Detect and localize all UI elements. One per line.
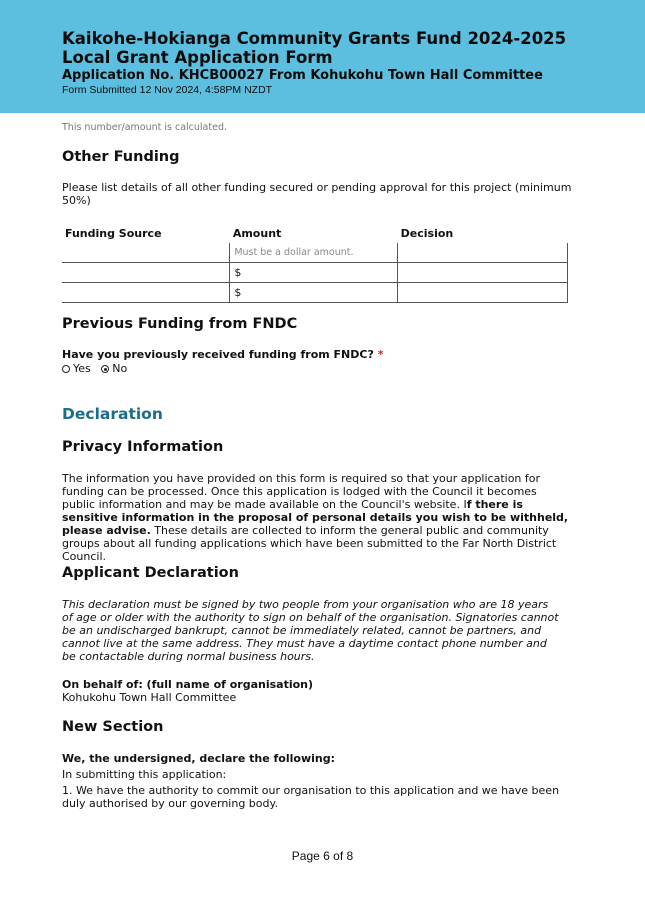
previous-funding-heading: Previous Funding from FNDC (62, 316, 298, 332)
amount-hint: Must be a dollar amount. (230, 243, 398, 263)
previous-funding-options (62, 362, 570, 375)
decision-cell[interactable] (398, 283, 568, 303)
calculated-note: This number/amount is calculated. (62, 122, 228, 133)
applicant-declaration-heading: Applicant Declaration (62, 565, 239, 581)
declare-intro: In submitting this application: (62, 768, 227, 781)
privacy-text-bold: f there is sensitive information in the proposal of personal details you wish to be withheld, please advise. (62, 498, 569, 537)
funding-table-header (62, 224, 568, 243)
form-header (0, 0, 645, 113)
funding-source-cell[interactable] (62, 283, 230, 303)
privacy-text (62, 472, 572, 563)
declare-label: We, the undersigned, declare the following: (62, 752, 335, 765)
column-header-funding-source: Funding Source (65, 226, 162, 240)
decision-cell[interactable] (398, 243, 568, 263)
funding-source-cell[interactable] (62, 263, 230, 283)
option-yes-label: Yes (73, 362, 91, 375)
form-title-line1: Kaikohe-Hokianga Community Grants Fund 2024-2025 (62, 29, 567, 48)
table-row (62, 283, 568, 303)
funding-hint-row (62, 243, 568, 263)
amount-cell[interactable]: $ (230, 283, 398, 303)
column-header-amount: Amount (232, 226, 282, 240)
funding-source-cell[interactable] (62, 243, 230, 263)
declaration-instructions: This declaration must be signed by two people from your organisation who are 18 years of age or older with the authority to sign on behalf of the organisation. Signatories cannot be an undischarged bankrupt, cannot be immediately related, cannot be partners, and cannot live at the same address. They must have a daytime contact phone number and be contactable during normal business hours. (62, 598, 559, 663)
option-yes[interactable] (62, 362, 91, 375)
organisation-label: On behalf of: (full name of organisation) (62, 678, 314, 691)
other-funding-heading: Other Funding (62, 149, 180, 165)
required-marker: * (377, 348, 384, 361)
form-title-line2: Local Grant Application Form (62, 48, 333, 67)
privacy-text-part2: These details are collected to inform the general public and community groups about all funding applications which have been submitted to the Far North District Council. (62, 524, 557, 563)
question-text: Have you previously received funding from FNDC? (62, 348, 374, 361)
declaration-item-1: 1. We have the authority to commit our organisation to this application and we have been duly authorised by our governing body. (62, 784, 560, 810)
submitted-timestamp: Form Submitted 12 Nov 2024, 4:58PM NZDT (62, 84, 273, 96)
other-funding-description: Please list details of all other funding secured or pending approval for this project (minimum 50%) (62, 181, 572, 207)
previous-funding-question (62, 348, 570, 361)
privacy-text-part1: The information you have provided on this form is required so that your application for funding can be processed. Once this application is lodged with the Council it becomes public information and may be made available on the Council's website. I (62, 472, 541, 511)
table-row (62, 263, 568, 283)
radio-no-selected-icon[interactable] (101, 365, 109, 373)
radio-yes-icon[interactable] (62, 365, 70, 373)
funding-table (62, 224, 568, 303)
privacy-heading: Privacy Information (62, 439, 224, 455)
declaration-heading: Declaration (62, 405, 163, 423)
page-number: Page 6 of 8 (291, 849, 354, 863)
organisation-name: Kohukohu Town Hall Committee (62, 691, 237, 704)
column-header-decision: Decision (400, 226, 454, 240)
option-no-label: No (112, 362, 128, 375)
application-number: Application No. KHCB00027 From Kohukohu Town Hall Committee (62, 68, 543, 83)
decision-cell[interactable] (398, 263, 568, 283)
option-no[interactable] (101, 362, 127, 375)
amount-cell[interactable]: $ (230, 263, 398, 283)
new-section-heading: New Section (62, 719, 164, 735)
